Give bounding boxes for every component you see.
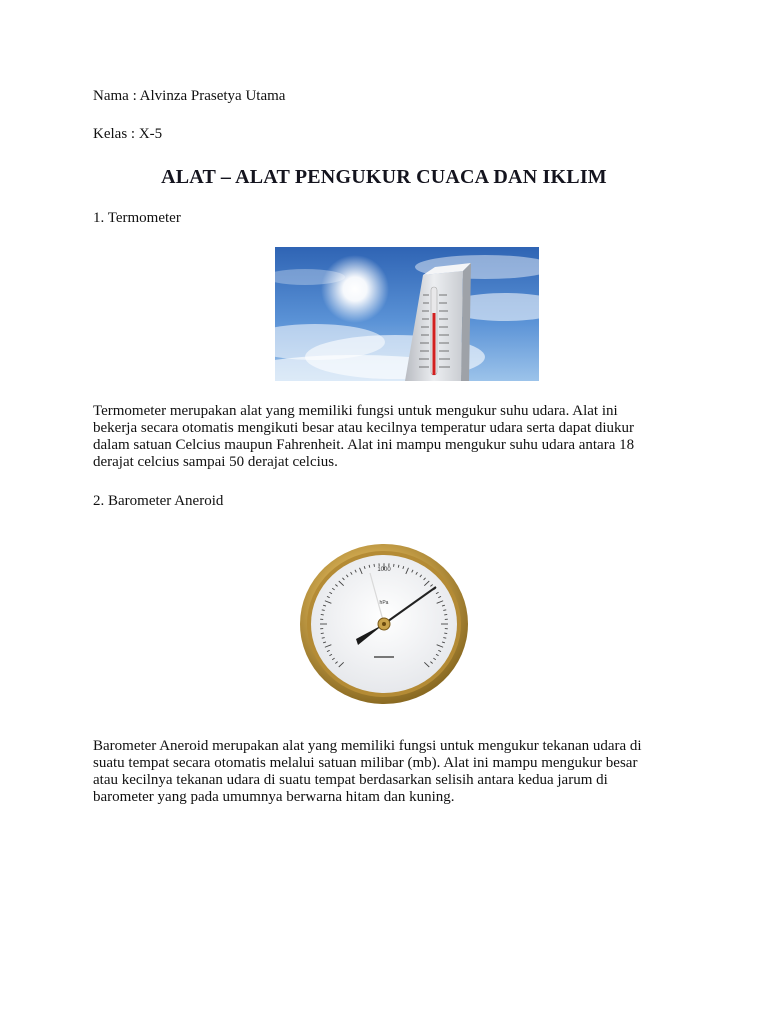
- paragraph-line: bekerja secara otomatis mengikuti besar atau kecilnya temperatur udara serta dapat diukur: [93, 420, 635, 436]
- document-title: ALAT – ALAT PENGUKUR CUACA DAN IKLIM: [161, 166, 607, 188]
- thermometer-sky-icon: [275, 247, 539, 381]
- barometer-unit-label: hPa: [379, 600, 389, 606]
- section-heading-barometer: 2. Barometer Aneroid: [93, 493, 224, 509]
- barometer-top-label: 1000: [377, 567, 391, 573]
- paragraph-line: suatu tempat secara otomatis melalui satuan milibar (mb). Alat ini mampu mengukur besar: [93, 755, 638, 771]
- section-heading-termometer: 1. Termometer: [93, 210, 181, 226]
- paragraph-line: Barometer Aneroid merupakan alat yang memiliki fungsi untuk mengukur tekanan udara di: [93, 738, 642, 754]
- paragraph-line: barometer yang pada umumnya berwarna hitam dan kuning.: [93, 789, 455, 805]
- paragraph-line: dalam satuan Celcius maupun Fahrenheit. Alat ini mampu mengukur suhu udara antara 18: [93, 437, 635, 453]
- student-class: Kelas : X-5: [93, 126, 163, 142]
- paragraph-line: Termometer merupakan alat yang memiliki fungsi untuk mengukur suhu udara. Alat ini: [93, 403, 618, 419]
- thermometer-image: [275, 247, 539, 381]
- barometer-image: [290, 533, 478, 711]
- barometer-dial-icon: [290, 533, 478, 711]
- student-name: Nama : Alvinza Prasetya Utama: [93, 88, 286, 104]
- termometer-paragraph: [93, 403, 693, 471]
- barometer-paragraph: [93, 738, 693, 806]
- paragraph-line: derajat celcius sampai 50 derajat celcius.: [93, 454, 338, 470]
- paragraph-line: atau kecilnya tekanan udara di suatu tempat berdasarkan selisih antara kedua jarum di: [93, 772, 608, 788]
